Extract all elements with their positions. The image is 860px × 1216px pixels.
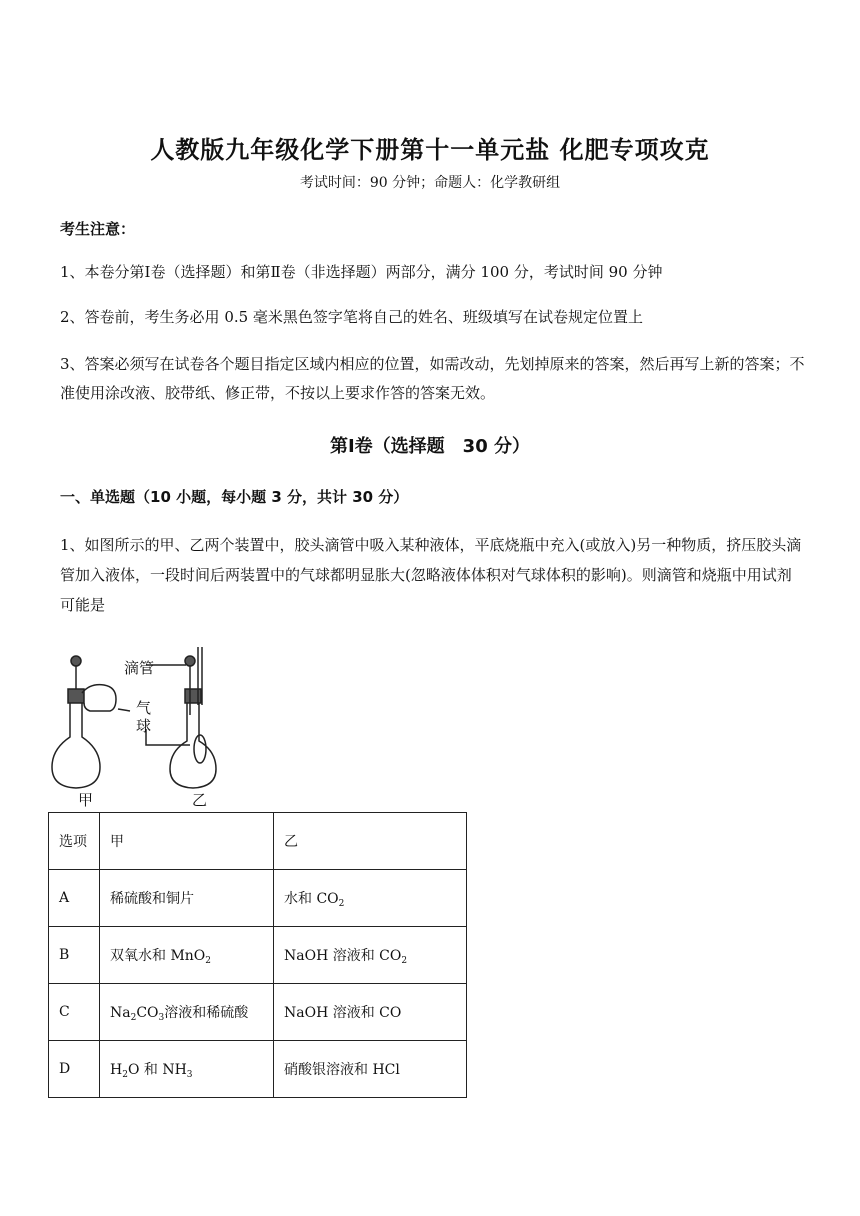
question-1-text: 1、如图所示的甲、乙两个装置中，胶头滴管中吸入某种液体，平底烧瓶中充入(或放入)另一种物质，挤压胶头滴管加入液体，一段时间后两装置中的气球都明显胀大(忽略液体体积对气球体积的影响)。则滴管和烧瓶中用试剂可能是 — [60, 536, 802, 614]
option-a-yi: 水和 $CO_2$ — [274, 870, 467, 927]
option-b-jia: 双氧水和 MnO$_2$ — [100, 927, 274, 984]
option-a: A — [49, 870, 100, 927]
label-right-apparatus: 乙 — [192, 791, 208, 809]
option-d: D — [49, 1041, 100, 1098]
label-balloon-2: 球 — [136, 717, 152, 735]
section-title: 第Ⅰ卷（选择题 30 分） — [329, 436, 530, 457]
option-c: C — [49, 984, 100, 1041]
label-left-apparatus: 甲 — [78, 791, 94, 809]
notice-heading: 考生注意： — [60, 220, 136, 238]
table-row — [49, 870, 467, 927]
option-c-yi: NaOH 溶液和 CO — [274, 984, 467, 1041]
option-c-jia: $Na_2CO_3$溶液和稀硫酸 — [100, 984, 274, 1041]
label-balloon-1: 气 — [136, 699, 152, 717]
option-b-yi: NaOH 溶液和 $CO_2$ — [274, 927, 467, 984]
notice-item-3: 3、答案必须写在试卷各个题目指定区域内相应的位置，如需改动，先划掉原来的答案，然后再写上新的答案；不准使用涂改液、胶带纸、修正带，不按以上要求作答的答案无效。 — [60, 355, 805, 402]
notice-item-2: 2、答卷前，考生务必用 0.5 毫米黑色签字笔将自己的姓名、班级填写在试卷规定位置上 — [60, 308, 643, 326]
exam-title: 人教版九年级化学下册第十一单元盐 化肥专项攻克 — [150, 136, 710, 164]
table-row — [49, 1041, 467, 1098]
exam-subtitle: 考试时间：90 分钟；命题人：化学教研组 — [299, 175, 561, 191]
option-d-yi: 硝酸银溶液和 HCl — [274, 1041, 467, 1098]
table-row — [49, 984, 467, 1041]
options-table — [48, 812, 467, 1098]
apparatus-figure — [50, 645, 240, 810]
label-dropper: 滴管 — [124, 659, 155, 677]
table-header-row — [49, 813, 467, 870]
option-a-jia: 稀硫酸和铜片 — [100, 870, 274, 927]
table-row — [49, 927, 467, 984]
option-d-jia: $H_2O$ 和 $NH_3$ — [100, 1041, 274, 1098]
option-b: B — [49, 927, 100, 984]
part-heading: 一、单选题（10 小题，每小题 3 分，共计 30 分） — [60, 488, 409, 506]
notice-item-1: 1、本卷分第Ⅰ卷（选择题）和第Ⅱ卷（非选择题）两部分，满分 100 分，考试时间 90 分钟 — [60, 263, 663, 281]
header-jia: 甲 — [100, 813, 274, 870]
header-yi: 乙 — [274, 813, 467, 870]
header-option: 选项 — [49, 813, 100, 870]
